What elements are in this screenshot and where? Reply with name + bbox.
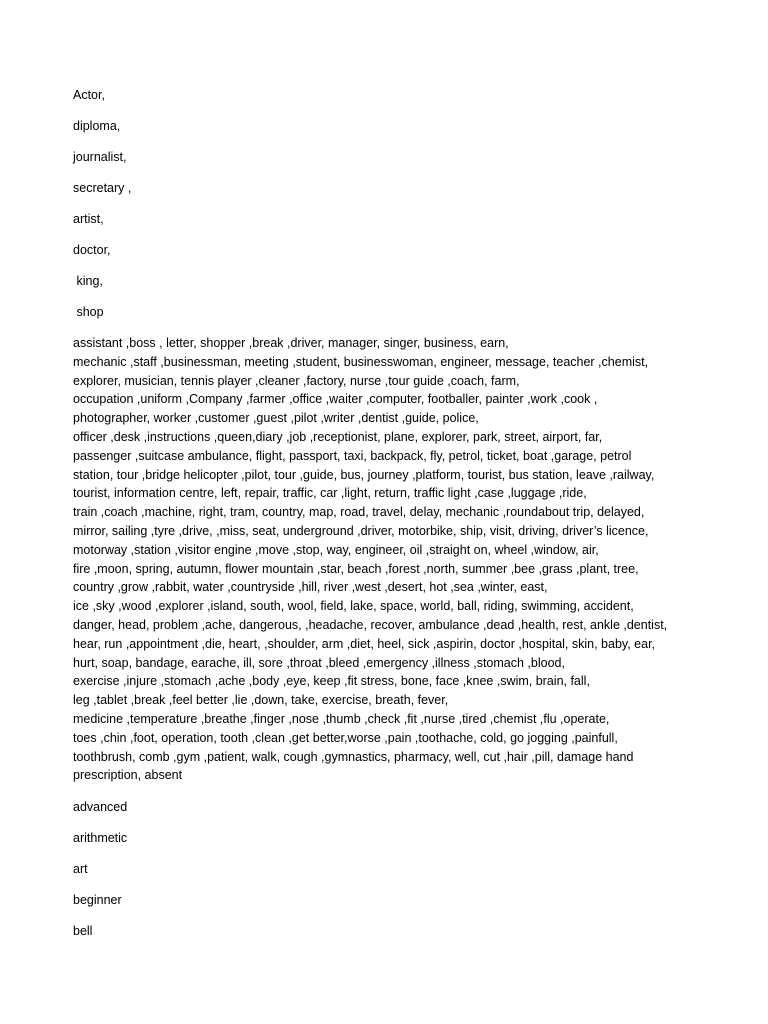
paragraph-line: mirror, sailing ,tyre ,drive, ,miss, seat, underground ,driver, motorbike, ship, visit, driving, driver’s licence, — [73, 523, 649, 538]
word-line: diploma, — [73, 119, 121, 133]
word-line: art — [73, 862, 88, 877]
paragraph-line: exercise ,injure ,stomach ,ache ,body ,eye, keep ,fit stress, bone, face ,knee ,swim, brain, fall, — [73, 674, 590, 689]
paragraph-line: occupation ,uniform ,Company ,farmer ,office ,waiter ,computer, footballer, painter ,work ,cook , — [73, 392, 598, 407]
word-line: shop — [73, 305, 104, 319]
word-line: arithmetic — [73, 831, 128, 846]
paragraph-line: danger, head, problem ,ache, dangerous, ,headache, recover, ambulance ,dead ,health, rest, ankle ,dentist, — [73, 617, 668, 632]
word-line: Actor, — [73, 88, 105, 102]
word-line: king, — [73, 274, 103, 288]
word-list-top — [73, 86, 713, 321]
paragraph-line: medicine ,temperature ,breathe ,finger ,nose ,thumb ,check ,fit ,nurse ,tired ,chemist ,flu ,operate, — [73, 711, 610, 726]
paragraph-line: mechanic ,staff ,businessman, meeting ,student, businesswoman, engineer, message, teacher ,chemist, — [73, 354, 649, 369]
word-list-bottom — [73, 798, 713, 940]
word-line: bell — [73, 924, 93, 939]
paragraph-line: toes ,chin ,foot, operation, tooth ,clean ,get better,worse ,pain ,toothache, cold, go jogging ,painfull, — [73, 730, 618, 745]
paragraph-line: fire ,moon, spring, autumn, flower mountain ,star, beach ,forest ,north, summer ,bee ,grass ,plant, tree, — [73, 561, 639, 576]
paragraph-line: ice ,sky ,wood ,explorer ,island, south, wool, field, lake, space, world, ball, riding, swimming, accident, — [73, 599, 634, 614]
word-line: artist, — [73, 212, 104, 226]
paragraph-line: tourist, information centre, left, repair, traffic, car ,light, return, traffic light ,case ,luggage ,ride, — [73, 486, 587, 501]
word-line: journalist, — [73, 150, 127, 164]
document-body — [73, 86, 713, 953]
paragraph-line: leg ,tablet ,break ,feel better ,lie ,down, take, exercise, breath, fever, — [73, 693, 449, 708]
paragraph-line: passenger ,suitcase ambulance, flight, passport, taxi, backpack, fly, petrol, ticket, boat ,garage, petrol — [73, 448, 632, 463]
paragraph-line: train ,coach ,machine, right, tram, country, map, road, travel, delay, mechanic ,roundabout trip, delayed, — [73, 505, 645, 520]
word-line: doctor, — [73, 243, 111, 257]
vocabulary-paragraph — [73, 334, 713, 785]
paragraph-line: motorway ,station ,visitor engine ,move ,stop, way, engineer, oil ,straight on, wheel ,window, air, — [73, 542, 599, 557]
paragraph-line: explorer, musician, tennis player ,cleaner ,factory, nurse ,tour guide ,coach, farm, — [73, 373, 520, 388]
paragraph-line: hear, run ,appointment ,die, heart, ,shoulder, arm ,diet, heel, sick ,aspirin, doctor ,hospital, skin, baby, ear, — [73, 636, 656, 651]
word-line: advanced — [73, 800, 128, 815]
paragraph-line: toothbrush, comb ,gym ,patient, walk, cough ,gymnastics, pharmacy, well, cut ,hair ,pill, damage hand — [73, 749, 634, 764]
word-line: secretary , — [73, 181, 132, 195]
paragraph-line: officer ,desk ,instructions ,queen,diary ,job ,receptionist, plane, explorer, park, street, airport, far, — [73, 429, 603, 444]
paragraph-line: photographer, worker ,customer ,guest ,pilot ,writer ,dentist ,guide, police, — [73, 411, 479, 426]
paragraph-line: station, tour ,bridge helicopter ,pilot, tour ,guide, bus, journey ,platform, tourist, bus station, leave ,railway, — [73, 467, 655, 482]
paragraph-line: prescription, absent — [73, 768, 183, 783]
paragraph-line: hurt, soap, bandage, earache, ill, sore ,throat ,bleed ,emergency ,illness ,stomach ,blood, — [73, 655, 565, 670]
paragraph-line: assistant ,boss , letter, shopper ,break ,driver, manager, singer, business, earn, — [73, 336, 509, 350]
paragraph-line: country ,grow ,rabbit, water ,countryside ,hill, river ,west ,desert, hot ,sea ,winter, east, — [73, 580, 548, 595]
word-line: beginner — [73, 893, 122, 908]
